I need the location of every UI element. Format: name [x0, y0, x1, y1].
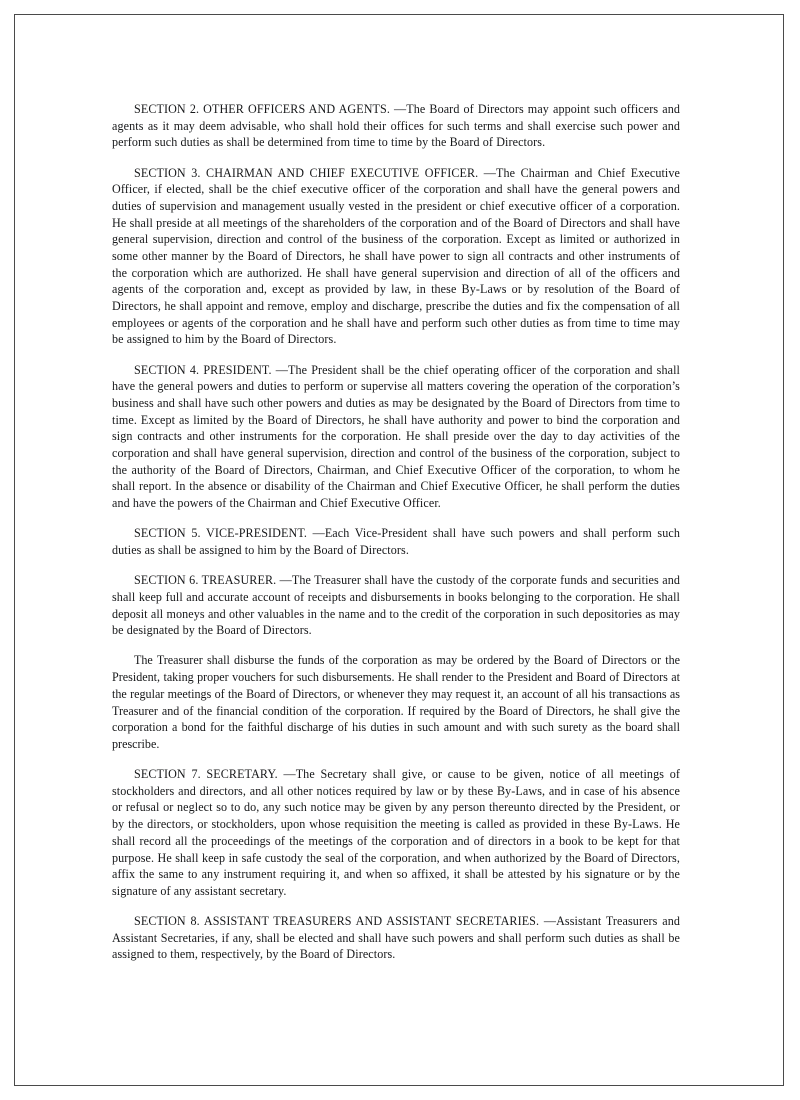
- paragraph-section-2: SECTION 2. OTHER OFFICERS AND AGENTS. —The Board of Directors may appoint such officers and agents as it may deem advisable, who shall hold their offices for such terms and shall exercise such power and perform such duties as shall be determined from time to time by the Board of Directors.: [112, 102, 680, 150]
- paragraph-section-5: SECTION 5. VICE-PRESIDENT. —Each Vice-President shall have such powers and shall perform such duties as shall be assigned to him by the Board of Directors.: [112, 526, 680, 557]
- paragraph-treasurer-duties: The Treasurer shall disburse the funds of the corporation as may be ordered by the Board of Directors or the President, taking proper vouchers for such disbursements. He shall render to the President and Board of Directors at the regular meetings of the Board of Directors, or whenever they may request it, an account of all his transactions as Treasurer and of the financial condition of the corporation. If required by the Board of Directors, he shall give the corporation a bond for the faithful discharge of his duties in such amount and with such surety as the board shall prescribe.: [112, 653, 680, 751]
- paragraph-section-4: SECTION 4. PRESIDENT. —The President shall be the chief operating officer of the corporation and shall have the general powers and duties to perform or supervise all matters covering the operation of the corporation’s business and shall have such other powers and duties as may be designated by the Board of Directors from time to time. Except as limited by the Board of Directors, he shall have authority and power to bind the corporation and sign contracts and other instruments for the corporation. He shall preside over the day to day activities of the corporation and shall have general supervision, direction and control of the business of the corporation, subject to the authority of the Board of Directors, Chairman, and Chief Executive Officer of the corporation, to whom he shall report. In the absence or disability of the Chairman and Chief Executive Officer, he shall perform the duties and have the powers of the Chairman and Chief Executive Officer.: [112, 362, 680, 511]
- page-sheet: [14, 14, 784, 1086]
- document-body: [112, 101, 680, 963]
- paragraph-section-7: SECTION 7. SECRETARY. —The Secretary shall give, or cause to be given, notice of all meetings of stockholders and directors, and all other notices required by law or by these By-Laws, and in case of his absence or refusal or neglect so to do, any such notice may be given by any person thereunto directed by the President, or by the directors, or stockholders, upon whose requisition the meeting is called as provided in these By-Laws. He shall record all the proceedings of the meetings of the corporation and of directors in a book to be kept for that purpose. He shall keep in safe custody the seal of the corporation, and when authorized by the Board of Directors, affix the same to any instrument requiring it, and when so affixed, it shall be attested by his signature or by the signature of any assistant secretary.: [112, 767, 680, 898]
- paragraph-section-3: SECTION 3. CHAIRMAN AND CHIEF EXECUTIVE OFFICER. —The Chairman and Chief Executive Officer, if elected, shall be the chief executive officer of the corporation and shall have the general powers and duties of supervision and management usually vested in the president or chief executive officer of a corporation. He shall preside at all meetings of the shareholders of the corporation and of the Board of Directors and shall have general supervision, direction and control of the business of the corporation. Except as limited or authorized in some other manner by the Board of Directors, he shall have power to sign all contracts and other instruments of the corporation which are authorized. He shall have general supervision and direction of all of the officers and agents of the corporation and, except as provided by law, in these By-Laws or by resolution of the Board of Directors, he shall appoint and remove, employ and discharge, prescribe the duties and fix the compensation of all employees or agents of the corporation and he shall have and perform such other duties as from time to time may be assigned to him by the Board of Directors.: [112, 165, 680, 347]
- paragraph-section-6: SECTION 6. TREASURER. —The Treasurer shall have the custody of the corporate funds and securities and shall keep full and accurate account of receipts and disbursements in books belonging to the corporation. He shall deposit all moneys and other valuables in the name and to the credit of the corporation in such depositories as may be designated by the Board of Directors.: [112, 573, 680, 638]
- paragraph-section-8: SECTION 8. ASSISTANT TREASURERS AND ASSISTANT SECRETARIES. —Assistant Treasurers and Assistant Secretaries, if any, shall be elected and shall have such powers and shall perform such duties as shall be assigned to them, respectively, by the Board of Directors.: [112, 914, 680, 962]
